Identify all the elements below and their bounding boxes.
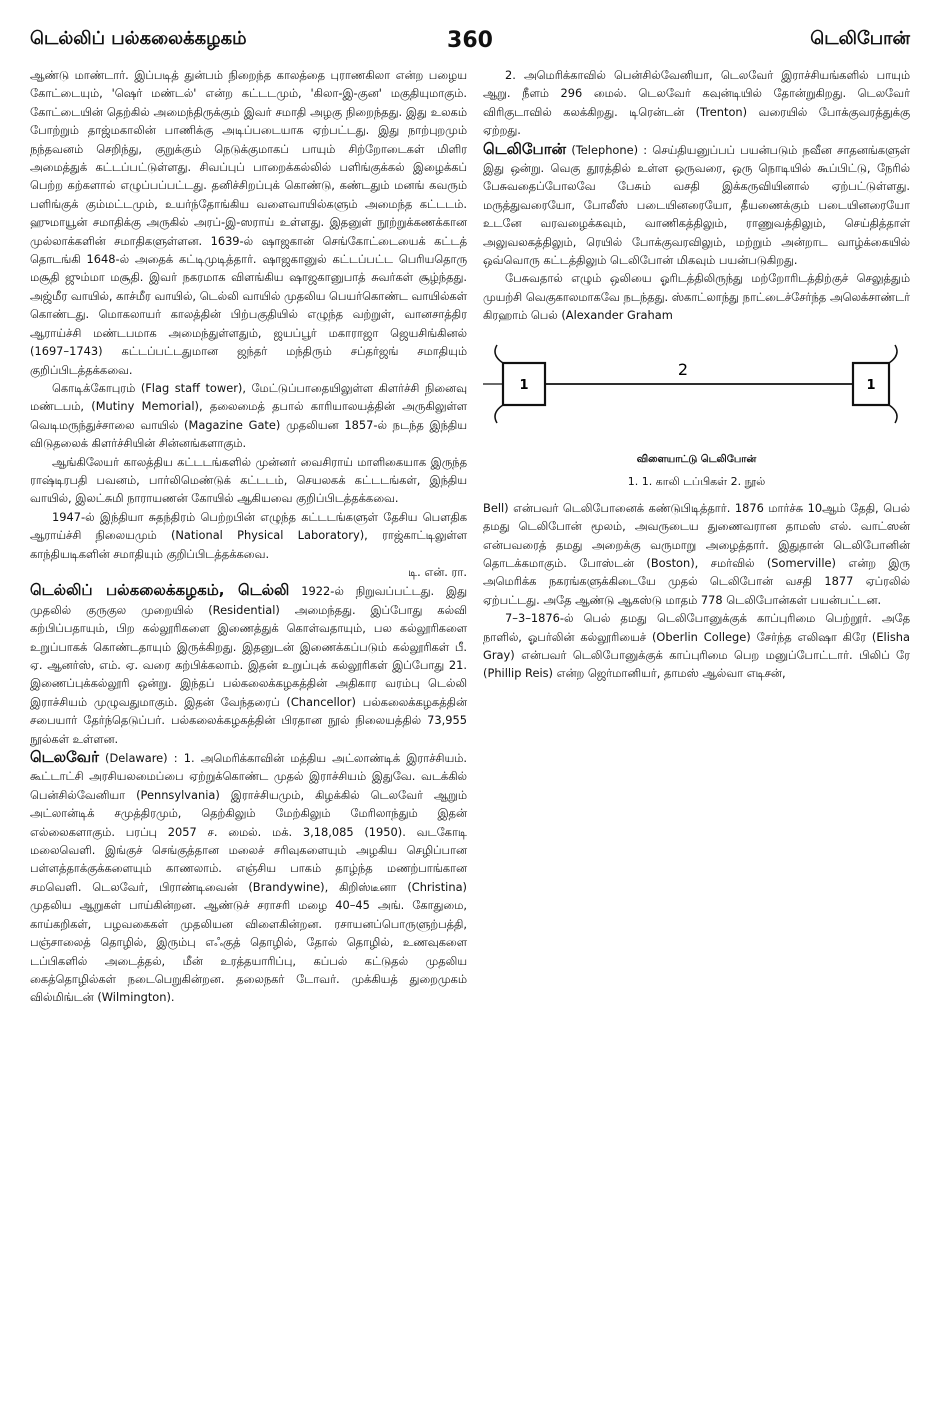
paragraph: பேசுவதால் எழும் ஒலியை ஓரிடத்திலிருந்து மற்றோரிடத்திற்குச் செலுத்தும் முயற்சி வெகுகாலமாகவே நடந்தது. ஸ்காட்லாந்து நாட்டைச்சேர்ந்த அலெக்சாண்டர் கிரஹாம் பெல் (Alexander Graham	[483, 271, 910, 323]
paragraph: 1947-ல் இந்தியா சுதந்திரம் பெற்றபின் எழுந்த கட்டடங்களுள் தேசிய பௌதிக ஆராய்ச்சி நிலையமும் (National Physical Laboratory), ராஜ்காட்டிலுள்ள காந்தியடிகளின் சமாதியும் குறிப்பிடத்தக்கவை.	[30, 509, 467, 561]
entry-text: (Delaware) : 1. அமெரிக்காவின் மத்திய அட்லாண்டிக் இராச்சியம். கூட்டாட்சி அரசியலமைப்பை ஏற்றுக்கொண்ட முதல் இராச்சியம் இதுவே. வடக்கில் பென்சில்வேனியா (Pennsylvania) இராச்சியமும், கிழக்கில் டெலவேர் ஆறும் அட்லான்டிக் சமுத்திரமும், தெற்கிலும் மேற்கிலும் மேரிலாந்தும் இதன் எல்லைகளாகும். பரப்பு 2057 ச. மைல். மக். 3,18,085 (1950). வடகோடி மலைவெளி. இங்குச் செங்குத்தான மலைச் சரிவுகளையும் அழகிய செழிப்பான பள்ளத்தாக்குக்களையும் காணலாம். எஞ்சிய பாகம் தாழ்ந்த மணற்பாங்கான சமவெளி. டெலவேர், பிராண்டிவைன் (Brandywine), கிறிஸ்டீனா (Christina) முதலிய ஆறுகள் பாய்கின்றன. ஆண்டுச் சராசரி மழை 40–45 அங். கோதுமை, காய்கறிகள், பழவகைகள் முதலியன விளைகின்றன. ரசாயனப்பொருளுற்பத்தி, பஞ்சாலைத் தொழில், இரும்பு எஃகுத் தொழில், தோல் தொழில், உணவுகளை டப்பிகளில் அடைத்தல், மீன் உரத்தயாரிப்பு, கப்பல் கட்டுதல் முதலிய கைத்தொழில்கள் நடைபெறுகின்றன. தலைநகர் டோவர். முக்கியத் துறைமுகம் வில்மிங்டன் (Wilmington).	[30, 751, 467, 1005]
page-number: 360	[447, 28, 493, 53]
toy-telephone-diagram	[483, 333, 910, 443]
label-2: 2	[677, 359, 689, 379]
entry-delhi-university	[30, 581, 467, 748]
paragraph: கொடிக்கோபுரம் (Flag staff tower), மேட்டுப்பாதையிலுள்ள கிளர்ச்சி நினைவு மண்டபம், (Mutiny Memorial), தலைமைத் தபால் காரியாலயத்தின் அருகிலுள்ள வெடிமருந்துச்சாலை வாயில் (Magazine Gate) முதலியன 1857-ல் நடந்த இந்திய விடுதலைக் கிளர்ச்சியின் சின்னங்களாகும்.	[30, 380, 467, 451]
headword: டெலவேர்	[30, 748, 99, 767]
author-signature: டி. என். ரா.	[408, 564, 467, 579]
page-header	[30, 28, 910, 62]
left-column	[30, 66, 467, 1007]
header-right-title: டெலிபோன்	[810, 28, 910, 49]
figure-caption: விளையாட்டு டெலிபோன்	[636, 453, 757, 465]
entry-text: 1922-ல் நிறுவப்பட்டது. இது முதலில் குருகுல முறையில் (Residential) அமைந்தது. இப்போது கல்வி கற்பிப்பதாயும், பிற கல்லூரிகளை இணைத்துக் கொள்வதாயும், பல கல்லூரிகளை உறுப்பாகக் கொண்டதாயும் இருக்கிறது. இதனுடன் இணைக்கப்படும் கல்லூரிகள் பீ. ஏ. ஆனர்ஸ், எம். ஏ. வரை கற்பிக்கலாம். இதன் உறுப்புக் கல்லூரிகள் இப்போது 21. இணைப்புக்கல்லூரி ஒன்று. இந்தப் பல்கலைக்கழகத்தின் அதிகார வரம்பு டெல்லி இராச்சியம் முழுவதுமாகும். இதன் வேந்தரைப் (Chancellor) பல்கலைக்கழகத்தின் சபையார் தேர்ந்தெடுப்பர். பல்கலைக்கழகத்தின் பிரதான நூல் நிலையத்தில் 73,955 நூல்கள் உள்ளன.	[30, 584, 467, 746]
headword: டெலிபோன்	[483, 139, 567, 158]
entry-delaware	[30, 748, 467, 1007]
paragraph: Bell) என்பவர் டெலிபோனைக் கண்டுபிடித்தார். 1876 மார்ச்சு 10ஆம் தேதி, பெல் தமது டெலிபோன் மூலம், அவருடைய துணைவரான தாமஸ் எல். வாட்ஸன் என்பவரைத் தமது அறைக்கு வருமாறு அழைத்தார். இதுதான் டெலிபோனின் தொடக்கமாகும். போஸ்டன் (Boston), சமர்வில் (Somerville) என்ற இரு அமெரிக்க நகரங்களுக்கிடையே முதல் டெலிபோன் வசதி 1877 ஏப்ரலில் ஏற்பட்டது. அதே ஆண்டு ஆகஸ்டு மாதம் 778 டெலிபோன்கள் பயன்பட்டன.	[483, 500, 910, 607]
entry-telephone	[483, 140, 910, 270]
paragraph: ஆங்கிலேயர் காலத்திய கட்டடங்களில் முன்னர் வைசிராய் மாளிகையாக இருந்த ராஷ்டிரபதி பவனம், பார்லிமெண்டுக் கட்டடம், செயலகக் கட்டடங்கள், இந்திய வாயில், இலட்சுமி நாராயணன் கோயில் ஆகியவை குறிப்பிடத்தக்கவை.	[30, 454, 467, 506]
right-can-rim	[889, 345, 897, 423]
figure-subcaption: 1. 1. காலி டப்பிகள் 2. நூல்	[627, 475, 766, 489]
entry-text: (Telephone) : செய்தியனுப்பப் பயன்படும் நவீன சாதனங்களுள் இது ஒன்று. வெகு தூரத்தில் உள்ள ஒருவரை, ஒரு நொடியில் கூப்பிட்டு, நேரில் பேசுவதைப்போலவே பேசும் வசதி இக்கருவியினால் ஏற்பட்டுள்ளது. மருத்துவரையோ, போலீஸ் படையினரையோ, தீயணைக்கும் படையினரையோ உடனே வரவழைக்கவும், வாணிகத்திலும், ராணுவத்திலும், செய்தித்தாள் அலுவலகத்திலும், ரெயில் போக்குவரவிலும், மற்றும் அன்றாட வாழ்க்கையில் ஒவ்வொரு கட்டத்திலும் டெலிபோன் மிகவும் பயன்படுகிறது.	[483, 142, 910, 268]
header-left-title: டெல்லிப் பல்கலைக்கழகம்	[30, 28, 247, 49]
label-1-right: 1	[866, 377, 876, 393]
toy-telephone-figure	[483, 333, 910, 493]
headword: டெல்லிப் பல்கலைக்கழகம், டெல்லி	[30, 581, 290, 600]
paragraph: 2. அமெரிக்காவில் பென்சில்வேனியா, டெலவேர் இராச்சியங்களில் பாயும் ஆறு. நீளம் 296 மைல். டெலவேர் கவுன்டியில் தோன்றுகிறது. டெலவேர் விரிகுடாவில் கலக்கிறது. டிரென்டன் (Trenton) வரையில் போக்குவரத்துக்கு ஏற்றது.	[483, 68, 910, 138]
paragraph: 7–3–1876-ல் பெல் தமது டெலிபோனுக்குக் காப்புரிமை பெற்றூர். அதே நாளில், ஓபர்லின் கல்லூரியைச் (Oberlin College) சேர்ந்த எலிஷா கிரே (Elisha Gray) என்பவர் டெலிபோனுக்குக் காப்புரிமை பெற மனுப்போட்டார். பிலிப் ரே (Phillip Reis) என்ற ஜெர்மானியர், தாமஸ் ஆல்வா எடிசன்,	[483, 611, 910, 681]
paragraph: ஆண்டு மாண்டார். இப்படித் துன்பம் நிறைந்த காலத்தை புராணகிலா என்ற பழைய கோட்டையும், 'ஷெர் மண்டல்' என்ற கட்டடமும், 'கிலா-இ-குன' மகுதியுமாகும். கோட்டையின் தெற்கில் அமைந்திருக்கும் இவர் சமாதி அழகு நிறைந்தது. இது உலகம் போற்றும் தாஜ்மகாலின் பாணிக்கு அடிப்படையாக ஏற்பட்டது. இது நாற்புறமும் நந்தவனம் செறிந்து, குறுக்கும் நெடுக்குமாகப் பாயும் சிற்றோடைகள் மிளிர அமைத்துக் கட்டப்பட்டுள்ளது. சிவப்புப் பாறைக்கல்லில் பளிங்குக்கல் இழைக்கப் பெற்ற கற்களால் எழுப்பப்பட்டது. தனிச்சிறப்புக் கொண்டு, கண்டதும் மனங் கவரும் பளிங்குக் கும்மட்டமும், உயர்ந்தோங்கிய வளைவாயில்களும் அமைந்த கட்டடம். ஹுமாயூன் சமாதிக்கு அருகில் அரப்-இ-ஸராய் உள்ளது. இதனுள் நூற்றுக்கணக்கான முல்லாக்களின் சமாதிகளுள்ளன. 1639-ல் ஷாஜகான் செங்கோட்டையைக் கட்டத் தொடங்கி 1648-ல் அதைக் கட்டிமுடித்தார். ஷாஜகானுல் கட்டப்பட்ட பெரியதொரு மசூதி ஜும்மா மசூதி. இவர் நகரமாக விளங்கிய ஷாஜகானுபாத் சுவர்கள் சூழ்ந்தது. அஜ்மீர வாயில், காச்மீர வாயில், டெல்லி வாயில் முதலிய பெயர்கொண்ட வாயில்கள் கொண்டது. மொகலாயர் காலத்தின் பிற்பகுதியில் எழுந்த வற்றுள், வானசாத்திர ஆராய்ச்சி மண்டபமாக அமைந்துள்ளதும், ஜயப்பூர் மகாராஜா ஜெயசிங்கினல் (1697–1743) கட்டப்பட்டதுமான ஜந்தர் மந்திரும் சப்தர்ஜங் சமாதியும் குறிப்பிடத்தக்கவை.	[30, 68, 467, 377]
label-1-left: 1	[519, 377, 529, 393]
right-column	[483, 66, 910, 683]
